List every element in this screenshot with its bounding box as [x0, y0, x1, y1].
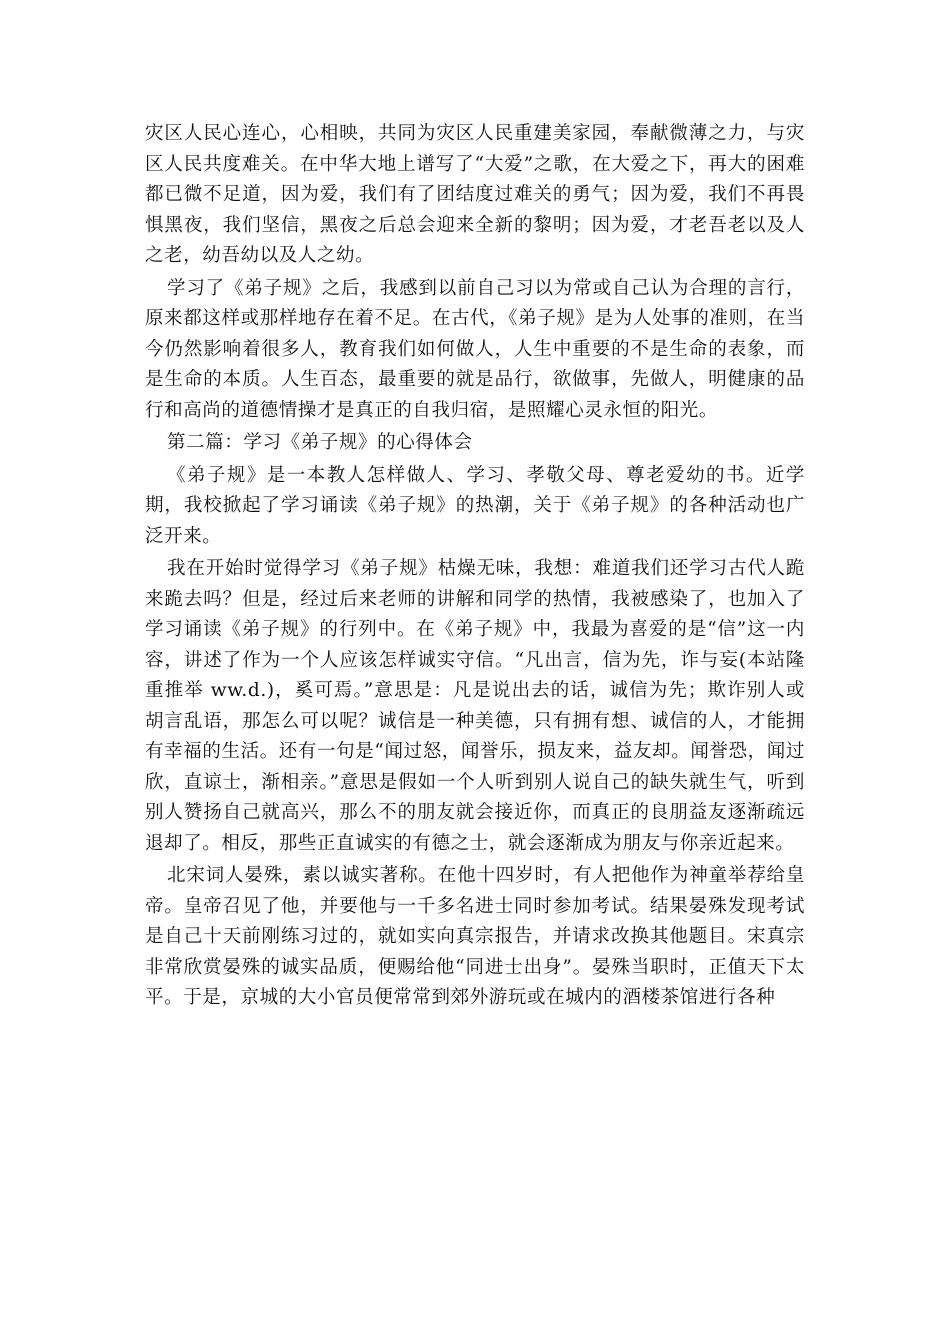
paragraph: 《弟子规》是一本教人怎样做人、学习、孝敬父母、尊老爱幼的书。近学期，我校掀起了学习诵读《弟子规》的热潮，关于《弟子规》的各种活动也广泛开来。: [145, 464, 805, 547]
section-heading: 第二篇：学习《弟子规》的心得体会: [167, 432, 473, 453]
paragraph: 学习了《弟子规》之后，我感到以前自己习以为常或自己认为合理的言行，原来都这样或那样地存在着不足。在古代，《弟子规》是为人处事的准则，在当今仍然影响着很多人，教育我们如何做人，人生中重要的不是生命的表象，而是生命的本质。人生百态，最重要的就是品行，欲做事，先做人，明健康的品行和高尚的道德情操才是真正的自我归宿，是照耀心灵永恒的阳光。: [145, 277, 805, 421]
document-body: [145, 119, 805, 1016]
paragraph: 北宋词人晏殊，素以诚实著称。在他十四岁时，有人把他作为神童举荐给皇帝。皇帝召见了他，并要他与一千多名进士同时参加考试。结果晏殊发现考试是自己十天前刚练习过的，就如实向真宗报告，并请求改换其他题目。宋真宗非常欣赏晏殊的诚实品质，便赐给他“同进士出身”。晏殊当职时，正值天下太平。于是，京城的大小官员便常常到郊外游玩或在城内的酒楼茶馆进行各种: [145, 865, 805, 1008]
paragraph: 灾区人民心连心，心相映，共同为灾区人民重建美家园，奉献微薄之力，与灾区人民共度难关。在中华大地上谱写了“大爱”之歌，在大爱之下，再大的困难都已微不足道，因为爱，我们有了团结度过难关的勇气；因为爱，我们不再畏惧黑夜，我们坚信，黑夜之后总会迎来全新的黎明；因为爱，才老吾老以及人之老，幼吾幼以及人之幼。: [145, 123, 805, 266]
paragraph: 我在开始时觉得学习《弟子规》枯燥无味，我想：难道我们还学习古代人跪来跪去吗？但是，经过后来老师的讲解和同学的热情，我被感染了，也加入了学习诵读《弟子规》的行列中。在《弟子规》中，我最为喜爱的是“信”这一内容，讲述了作为一个人应该怎样诚实守信。“凡出言，信为先，诈与妄(本站隆重推举 ww.d.)，奚可焉。”意思是：凡是说出去的话，诚信为先；欺诈别人或胡言乱语，那怎么可以呢？诚信是一种美德，只有拥有想、诚信的人，才能拥有幸福的生活。还有一句是“闻过怒，闻誉乐，损友来，益友却。闻誉恐，闻过欣，直谅士，渐相亲。”意思是假如一个人听到别人说自己的缺失就生气，听到别人赞扬自己就高兴，那么不的朋友就会接近你，而真正的良朋益友逐渐疏远退却了。相反，那些正直诚实的有德之士，就会逐渐成为朋友与你亲近起来。: [145, 558, 805, 854]
